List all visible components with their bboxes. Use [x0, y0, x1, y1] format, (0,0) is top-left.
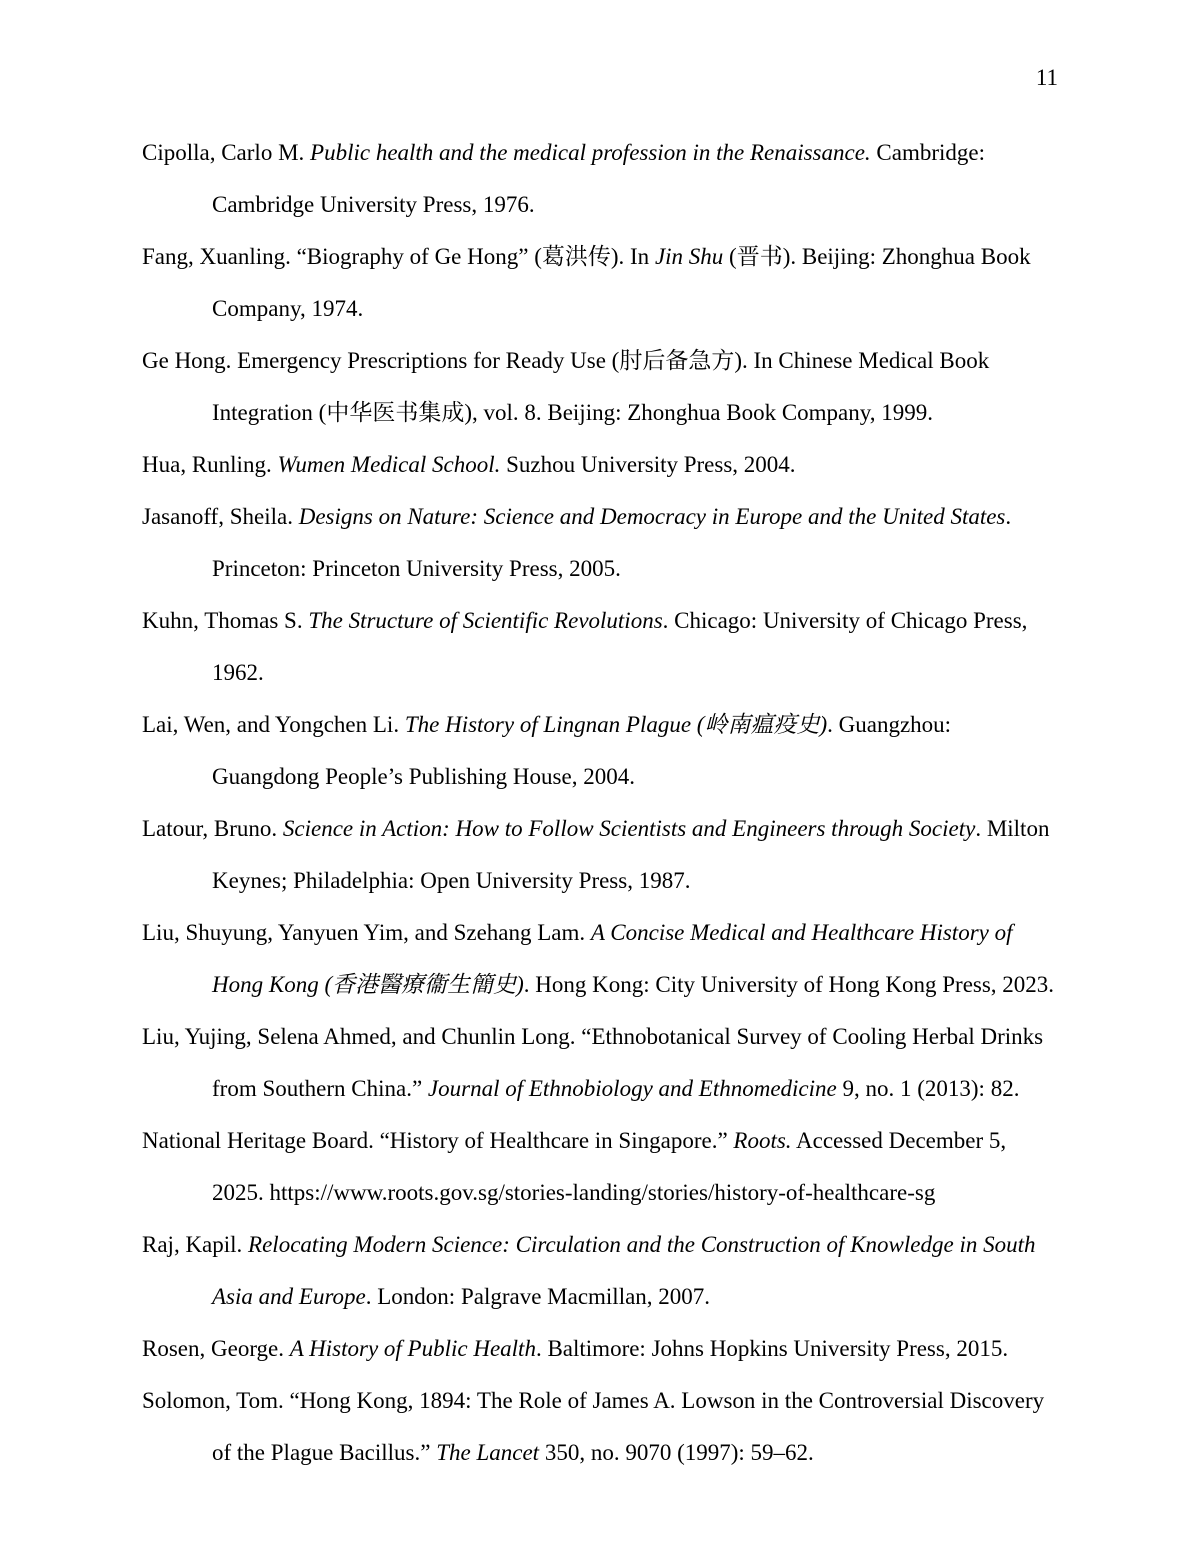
reference-text: Lai, Wen, and Yongchen Li. [142, 712, 405, 737]
reference-entry [142, 439, 1058, 491]
reference-text: Hua, Runling. [142, 452, 278, 477]
reference-title-italic: The Lancet [436, 1440, 540, 1465]
reference-text: . London: Palgrave Macmillan, 2007. [365, 1284, 711, 1309]
reference-entry [142, 907, 1058, 1011]
reference-title-italic: Public health and the medical profession in the Renaissance. [310, 140, 871, 165]
reference-entry [142, 335, 1058, 439]
reference-text: Liu, Shuyung, Yanyuen Yim, and Szehang Lam. [142, 920, 591, 945]
reference-entry [142, 595, 1058, 699]
reference-title-italic: Journal of Ethnobiology and Ethnomedicine [427, 1076, 837, 1101]
reference-title-italic: A Concise Medical and Healthcare History of Hong Kong (香港醫療衞生簡史) [212, 920, 1013, 997]
reference-text: . Milton Keynes; Philadelphia: Open University Press, 1987. [212, 816, 1050, 893]
reference-text: Fang, Xuanling. “Biography of Ge Hong” (葛洪传). In [142, 244, 655, 269]
reference-entry [142, 1011, 1058, 1115]
bibliography-list [142, 127, 1058, 1479]
reference-title-italic: Science in Action: How to Follow Scientists and Engineers through Society [282, 816, 976, 841]
reference-entry [142, 1323, 1058, 1375]
reference-text: Suzhou University Press, 2004. [500, 452, 796, 477]
reference-text: Liu, Yujing, Selena Ahmed, and Chunlin Long. “Ethnobotanical Survey of Cooling Herbal Drinks from Southern China.” [142, 1024, 1044, 1101]
reference-text: 350, no. 9070 (1997): 59–62. [539, 1440, 814, 1465]
reference-entry [142, 231, 1058, 335]
reference-text: . Guangzhou: Guangdong People’s Publishing House, 2004. [212, 712, 952, 789]
reference-text: . Baltimore: Johns Hopkins University Press, 2015. [535, 1336, 1009, 1361]
reference-title-italic: A History of Public Health [289, 1336, 536, 1361]
reference-title-italic: Roots. [733, 1128, 792, 1153]
reference-text: . Chicago: University of Chicago Press, 1962. [212, 608, 1028, 685]
reference-text: Latour, Bruno. [142, 816, 283, 841]
reference-title-italic: The Structure of Scientific Revolutions [308, 608, 663, 633]
reference-text: Accessed December 5, 2025. https://www.roots.gov.sg/stories-landing/stories/history-of-healthcare-sg [212, 1128, 1007, 1205]
reference-text: Cipolla, Carlo M. [142, 140, 311, 165]
reference-text: National Heritage Board. “History of Healthcare in Singapore.” [142, 1128, 734, 1153]
reference-entry [142, 127, 1058, 231]
page-number: 11 [1035, 65, 1058, 90]
reference-text: Cambridge: Cambridge University Press, 1976. [212, 140, 985, 217]
reference-title-italic: Designs on Nature: Science and Democracy in Europe and the United States [298, 504, 1006, 529]
reference-text: Solomon, Tom. “Hong Kong, 1894: The Role of James A. Lowson in the Controversial Discovery of the Plague Bacillus.” [142, 1388, 1045, 1465]
reference-entry [142, 1219, 1058, 1323]
reference-entry [142, 1375, 1058, 1479]
reference-entry [142, 491, 1058, 595]
reference-text: . Princeton: Princeton University Press, 2005. [212, 504, 1012, 581]
reference-title-italic: Jin Shu [654, 244, 724, 269]
reference-title-italic: Relocating Modern Science: Circulation and the Construction of Knowledge in South Asia and Europe [212, 1232, 1036, 1309]
reference-text: Jasanoff, Sheila. [142, 504, 299, 529]
reference-entry [142, 699, 1058, 803]
reference-entry [142, 803, 1058, 907]
reference-text: . Hong Kong: City University of Hong Kong Press, 2023. [523, 972, 1055, 997]
reference-text: Kuhn, Thomas S. [142, 608, 309, 633]
reference-title-italic: The History of Lingnan Plague (岭南瘟疫史) [404, 712, 828, 737]
reference-text: Ge Hong. Emergency Prescriptions for Ready Use (肘后备急方). In Chinese Medical Book Integration (中华医书集成), vol. 8. Beijing: Zhonghua Book Company, 1999. [142, 348, 990, 425]
reference-text: Raj, Kapil. [142, 1232, 249, 1257]
reference-text: 9, no. 1 (2013): 82. [836, 1076, 1020, 1101]
reference-text: Rosen, George. [142, 1336, 290, 1361]
reference-entry [142, 1115, 1058, 1219]
reference-title-italic: Wumen Medical School. [277, 452, 501, 477]
reference-text: (晋书). Beijing: Zhonghua Book Company, 1974. [212, 244, 1031, 321]
